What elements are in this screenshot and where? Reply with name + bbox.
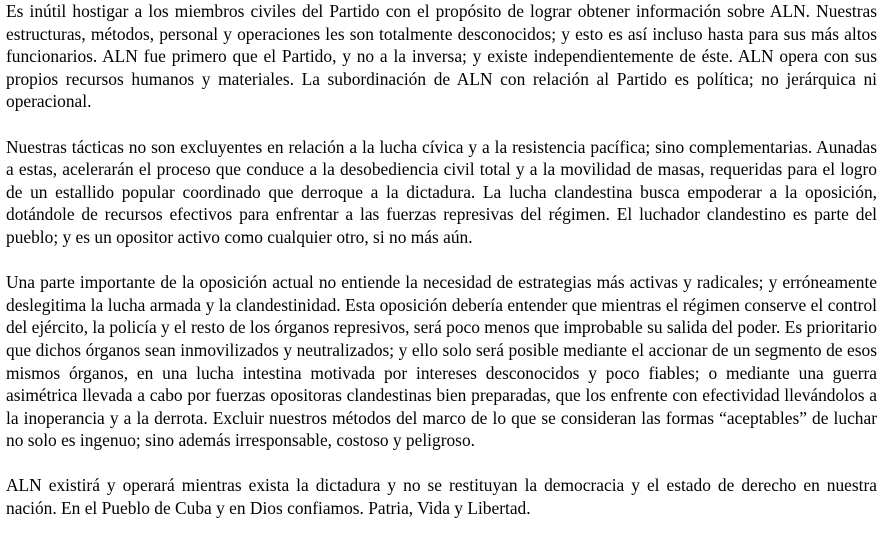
paragraph-3: Una parte importante de la oposición actual no entiende la necesidad de estrategias más activas y radicales; y erróneamente deslegitima la lucha armada y la clandestinidad. Esta oposición debería entender que mientras el régimen conserve el control del ejército, la policía y el resto de los órganos represivos, será poco menos que improbable su salida del poder. Es prioritario que dichos órganos sean inmovilizados y neutralizados; y ello solo será posible mediante el accionar de un segmento de esos mismos órganos, en una lucha intestina motivada por intereses desconocidos y poco fiables; o mediante una guerra asimétrica llevada a cabo por fuerzas opositoras clandestinas bien preparadas, que los enfrente con efectividad llevándolos a la inoperancia y a la derrota. Excluir nuestros métodos del marco de lo que se consideran las formas “aceptables” de luchar no solo es ingenuo; sino además irresponsable, costoso y peligroso. <box>6 272 877 451</box>
paragraph-1: Es inútil hostigar a los miembros civiles del Partido con el propósito de lograr obtener información sobre ALN. Nuestras estructuras, métodos, personal y operaciones les son totalmente desconocidos; y esto es así incluso hasta para sus más altos funcionarios. ALN fue primero que el Partido, y no a la inversa; y existe independientemente de éste. ALN opera con sus propios recursos humanos y materiales. La subordinación de ALN con relación al Partido es política; no jerárquica ni operacional. <box>6 1 877 112</box>
paragraph-4: ALN existirá y operará mientras exista la dictadura y no se restituyan la democracia y el estado de derecho en nuestra nación. En el Pueblo de Cuba y en Dios confiamos. Patria, Vida y Libertad. <box>6 475 877 519</box>
paragraph-2: Nuestras tácticas no son excluyentes en relación a la lucha cívica y a la resistencia pacífica; sino complementarias. Aunadas a estas, acelerarán el proceso que conduce a la desobediencia civil total y a la movilidad de masas, requeridas para el logro de un estallido popular coordinado que derroque a la dictadura. La lucha clandestina busca empoderar a la oposición, dotándole de recursos efectivos para enfrentar a las fuerzas represivas del régimen. El luchador clandestino es parte del pueblo; y es un opositor activo como cualquier otro, si no más aún. <box>6 136 877 247</box>
